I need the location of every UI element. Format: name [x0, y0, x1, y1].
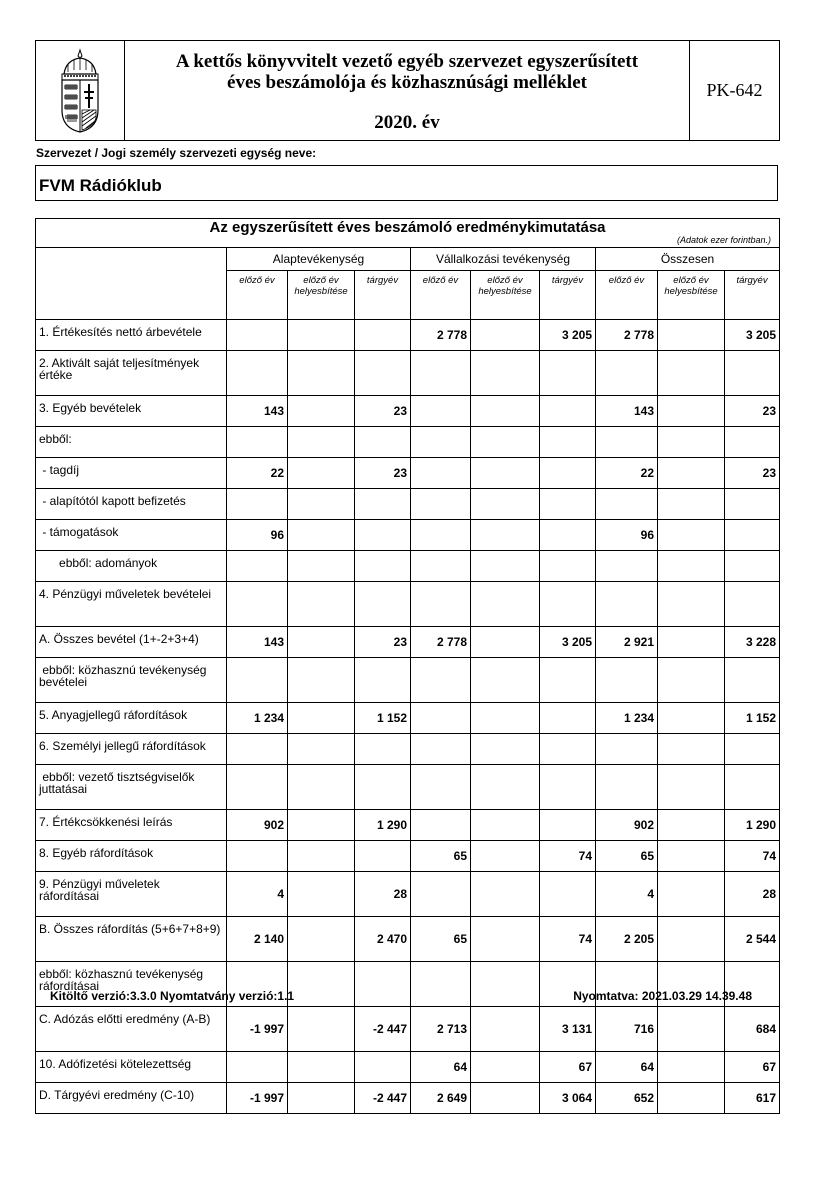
value-cell — [288, 627, 355, 658]
value-cell — [471, 351, 540, 396]
value-cell — [227, 765, 288, 810]
value-cell: 23 — [355, 627, 411, 658]
value-cell — [288, 841, 355, 872]
value-cell — [227, 658, 288, 703]
value-cell — [540, 872, 596, 917]
value-cell — [540, 765, 596, 810]
value-cell — [227, 1052, 288, 1083]
value-cell — [471, 917, 540, 962]
version-info: Kitöltő verzió:3.3.0 Nyomtatvány verzió:1.1 — [50, 989, 295, 1003]
value-cell — [355, 520, 411, 551]
value-cell: 64 — [596, 1052, 658, 1083]
value-cell — [355, 427, 411, 458]
value-cell — [227, 582, 288, 627]
row-label: 5. Anyagjellegű ráfordítások — [36, 703, 227, 734]
value-cell — [227, 320, 288, 351]
print-timestamp: Nyomtatva: 2021.03.29 14.39.48 — [573, 989, 752, 1003]
row-label: - alapítótól kapott befizetés — [36, 489, 227, 520]
value-cell: 22 — [227, 458, 288, 489]
row-label: D. Tárgyévi eredmény (C-10) — [36, 1083, 227, 1114]
table-row — [36, 427, 780, 458]
value-cell — [288, 520, 355, 551]
value-cell — [288, 427, 355, 458]
value-cell — [411, 582, 471, 627]
hungarian-coat-of-arms-icon — [54, 48, 106, 134]
value-cell: 684 — [725, 1007, 780, 1052]
value-cell — [540, 427, 596, 458]
subheader-current-year: tárgyév — [355, 271, 411, 320]
value-cell — [288, 458, 355, 489]
value-cell — [596, 489, 658, 520]
value-cell — [658, 320, 725, 351]
value-cell — [411, 810, 471, 841]
row-label: ebből: közhasznú tevékenység bevételei — [36, 658, 227, 703]
value-cell: 1 234 — [227, 703, 288, 734]
value-cell — [658, 1007, 725, 1052]
table-row — [36, 627, 780, 658]
row-label: - tagdíj — [36, 458, 227, 489]
form-header — [35, 40, 780, 141]
table-row — [36, 658, 780, 703]
value-cell — [658, 841, 725, 872]
value-cell — [288, 917, 355, 962]
value-cell — [471, 551, 540, 582]
value-cell — [288, 320, 355, 351]
value-cell — [355, 962, 411, 1007]
value-cell: 23 — [355, 396, 411, 427]
value-cell — [596, 582, 658, 627]
value-cell: 65 — [411, 917, 471, 962]
value-cell — [288, 1007, 355, 1052]
value-cell — [725, 734, 780, 765]
value-cell — [658, 489, 725, 520]
value-cell — [540, 551, 596, 582]
table-row — [36, 917, 780, 962]
value-cell — [471, 658, 540, 703]
value-cell — [658, 703, 725, 734]
value-cell — [227, 734, 288, 765]
value-cell: 3 205 — [540, 320, 596, 351]
value-cell — [471, 1083, 540, 1114]
subheader-prev-year-correction: előző év helyesbítése — [471, 271, 540, 320]
value-cell — [411, 396, 471, 427]
value-cell: -1 997 — [227, 1007, 288, 1052]
table-row — [36, 396, 780, 427]
row-label: 9. Pénzügyi műveletek ráfordításai — [36, 872, 227, 917]
table-row — [36, 489, 780, 520]
value-cell: 22 — [596, 458, 658, 489]
value-cell — [411, 520, 471, 551]
subheader-current-year: tárgyév — [725, 271, 780, 320]
value-cell — [411, 703, 471, 734]
group-header-total: Összesen — [596, 248, 780, 271]
value-cell: 74 — [540, 841, 596, 872]
value-cell: 2 470 — [355, 917, 411, 962]
row-label: 2. Aktivált saját teljesítmények értéke — [36, 351, 227, 396]
value-cell — [658, 1083, 725, 1114]
table-row — [36, 1007, 780, 1052]
value-cell — [725, 658, 780, 703]
value-cell: 2 205 — [596, 917, 658, 962]
value-cell — [471, 765, 540, 810]
value-cell — [596, 351, 658, 396]
value-cell: 23 — [725, 458, 780, 489]
value-cell — [658, 917, 725, 962]
row-label: 4. Pénzügyi műveletek bevételei — [36, 582, 227, 627]
value-cell — [596, 658, 658, 703]
subheader-prev-year-correction: előző év helyesbítése — [288, 271, 355, 320]
form-code: PK-642 — [706, 80, 763, 100]
logo-cell — [36, 41, 125, 140]
value-cell — [288, 489, 355, 520]
subheader-prev-year: előző év — [596, 271, 658, 320]
value-cell — [658, 872, 725, 917]
value-cell — [355, 1052, 411, 1083]
value-cell — [355, 489, 411, 520]
row-label: 3. Egyéb bevételek — [36, 396, 227, 427]
value-cell: 74 — [725, 841, 780, 872]
row-label: - támogatások — [36, 520, 227, 551]
value-cell — [596, 734, 658, 765]
value-cell: 23 — [725, 396, 780, 427]
value-cell — [725, 765, 780, 810]
value-cell — [658, 520, 725, 551]
group-header-basic: Alaptevékenység — [227, 248, 411, 271]
value-cell — [411, 489, 471, 520]
income-statement-table — [35, 218, 780, 1114]
value-cell — [540, 458, 596, 489]
value-cell — [355, 351, 411, 396]
value-cell: 143 — [227, 396, 288, 427]
value-cell — [471, 582, 540, 627]
value-cell — [725, 489, 780, 520]
value-cell — [288, 962, 355, 1007]
value-cell — [725, 427, 780, 458]
value-cell: 3 228 — [725, 627, 780, 658]
value-cell: 143 — [227, 627, 288, 658]
value-cell — [471, 458, 540, 489]
value-cell — [355, 841, 411, 872]
value-cell — [411, 962, 471, 1007]
value-cell — [288, 765, 355, 810]
value-cell — [411, 765, 471, 810]
value-cell — [411, 551, 471, 582]
table-title-text: Az egyszerűsített éves beszámoló eredménykimutatása — [209, 219, 606, 236]
value-cell — [725, 351, 780, 396]
value-cell — [411, 351, 471, 396]
value-cell: 3 205 — [540, 627, 596, 658]
value-cell: 2 140 — [227, 917, 288, 962]
row-label: ebből: közhasznú tevékenység ráfordításai — [36, 962, 227, 1007]
row-label: B. Összes ráfordítás (5+6+7+8+9) — [36, 917, 227, 962]
value-cell — [596, 427, 658, 458]
value-cell: 28 — [725, 872, 780, 917]
value-cell — [288, 703, 355, 734]
row-label: 6. Személyi jellegű ráfordítások — [36, 734, 227, 765]
value-cell: 1 234 — [596, 703, 658, 734]
value-cell: 4 — [596, 872, 658, 917]
table-row — [36, 810, 780, 841]
value-cell — [540, 396, 596, 427]
value-cell: 3 064 — [540, 1083, 596, 1114]
value-cell: 3 205 — [725, 320, 780, 351]
table-row — [36, 1083, 780, 1114]
row-label: ebből: adományok — [36, 551, 227, 582]
value-cell: 2 778 — [411, 320, 471, 351]
value-cell — [471, 734, 540, 765]
value-cell — [411, 872, 471, 917]
value-cell — [355, 734, 411, 765]
value-cell — [658, 351, 725, 396]
value-cell: 74 — [540, 917, 596, 962]
value-cell — [288, 551, 355, 582]
value-cell: 2 544 — [725, 917, 780, 962]
value-cell: -2 447 — [355, 1083, 411, 1114]
value-cell — [658, 734, 725, 765]
value-cell — [288, 351, 355, 396]
value-cell — [658, 427, 725, 458]
value-cell: -1 997 — [227, 1083, 288, 1114]
value-cell — [355, 658, 411, 703]
row-label: ebből: — [36, 427, 227, 458]
value-cell — [288, 582, 355, 627]
form-title — [125, 41, 690, 140]
value-cell — [471, 627, 540, 658]
title-line-1: A kettős könyvvitelt vezető egyéb szervezet egyszerűsített — [175, 51, 639, 72]
value-cell — [658, 658, 725, 703]
row-label: A. Összes bevétel (1+-2+3+4) — [36, 627, 227, 658]
value-cell — [288, 1083, 355, 1114]
value-cell — [227, 841, 288, 872]
value-cell — [471, 427, 540, 458]
row-label: ebből: vezető tisztségviselők juttatásai — [36, 765, 227, 810]
value-cell — [471, 489, 540, 520]
value-cell — [288, 810, 355, 841]
value-cell: 652 — [596, 1083, 658, 1114]
row-label: 7. Értékcsökkenési leírás — [36, 810, 227, 841]
title-line-2: éves beszámolója és közhasznúsági melléklet — [227, 72, 587, 93]
value-cell: 65 — [411, 841, 471, 872]
value-cell: 3 131 — [540, 1007, 596, 1052]
table-row — [36, 520, 780, 551]
value-cell — [355, 320, 411, 351]
table-row — [36, 765, 780, 810]
table-row — [36, 582, 780, 627]
value-cell — [540, 810, 596, 841]
table-row — [36, 320, 780, 351]
value-cell: 96 — [227, 520, 288, 551]
value-cell — [471, 872, 540, 917]
row-label: 8. Egyéb ráfordítások — [36, 841, 227, 872]
value-cell: 28 — [355, 872, 411, 917]
value-cell — [658, 551, 725, 582]
value-cell: 23 — [355, 458, 411, 489]
subheader-prev-year-correction: előző év helyesbítése — [658, 271, 725, 320]
value-cell: 1 152 — [355, 703, 411, 734]
value-cell — [471, 810, 540, 841]
value-cell — [411, 458, 471, 489]
table-row — [36, 703, 780, 734]
value-cell: 1 152 — [725, 703, 780, 734]
value-cell — [355, 582, 411, 627]
table-row — [36, 551, 780, 582]
value-cell — [288, 658, 355, 703]
value-cell — [540, 582, 596, 627]
value-cell — [288, 734, 355, 765]
value-cell — [658, 1052, 725, 1083]
value-cell: 65 — [596, 841, 658, 872]
value-cell: 96 — [596, 520, 658, 551]
value-cell: 2 778 — [411, 627, 471, 658]
value-cell — [540, 520, 596, 551]
value-cell — [658, 458, 725, 489]
table-row — [36, 872, 780, 917]
value-cell — [288, 1052, 355, 1083]
row-label: 1. Értékesítés nettó árbevétele — [36, 320, 227, 351]
table-title — [36, 219, 780, 248]
value-cell: 902 — [596, 810, 658, 841]
value-cell: 1 290 — [725, 810, 780, 841]
table-row — [36, 734, 780, 765]
value-cell — [540, 703, 596, 734]
value-cell — [471, 841, 540, 872]
value-cell: 902 — [227, 810, 288, 841]
unit-note: (Adatok ezer forintban.) — [676, 235, 772, 245]
value-cell — [355, 551, 411, 582]
value-cell: 143 — [596, 396, 658, 427]
value-cell — [471, 1007, 540, 1052]
value-cell — [540, 658, 596, 703]
value-cell — [471, 320, 540, 351]
value-cell — [227, 489, 288, 520]
value-cell: 4 — [227, 872, 288, 917]
value-cell: 2 649 — [411, 1083, 471, 1114]
subheader-prev-year: előző év — [227, 271, 288, 320]
value-cell — [540, 734, 596, 765]
value-cell — [658, 582, 725, 627]
organization-name: FVM Rádióklub — [35, 165, 778, 201]
value-cell — [471, 703, 540, 734]
table-row — [36, 841, 780, 872]
value-cell: 1 290 — [355, 810, 411, 841]
value-cell — [658, 810, 725, 841]
header-blank-cell — [36, 248, 227, 320]
value-cell — [540, 351, 596, 396]
group-header-business: Vállalkozási tevékenység — [411, 248, 596, 271]
table-row — [36, 351, 780, 396]
table-row — [36, 1052, 780, 1083]
value-cell — [227, 551, 288, 582]
value-cell — [227, 351, 288, 396]
value-cell: 64 — [411, 1052, 471, 1083]
value-cell — [471, 962, 540, 1007]
subheader-current-year: tárgyév — [540, 271, 596, 320]
value-cell — [288, 872, 355, 917]
value-cell: -2 447 — [355, 1007, 411, 1052]
value-cell — [355, 765, 411, 810]
value-cell — [725, 582, 780, 627]
organization-label: Szervezet / Jogi személy szervezeti egység neve: — [36, 146, 317, 160]
value-cell — [411, 658, 471, 703]
value-cell — [471, 520, 540, 551]
value-cell — [288, 396, 355, 427]
value-cell — [471, 396, 540, 427]
value-cell — [411, 427, 471, 458]
value-cell — [596, 765, 658, 810]
value-cell — [540, 489, 596, 520]
value-cell — [725, 551, 780, 582]
value-cell — [658, 765, 725, 810]
value-cell: 617 — [725, 1083, 780, 1114]
value-cell — [596, 551, 658, 582]
value-cell: 2 778 — [596, 320, 658, 351]
subheader-prev-year: előző év — [411, 271, 471, 320]
table-row — [36, 458, 780, 489]
value-cell: 716 — [596, 1007, 658, 1052]
row-label: C. Adózás előtti eredmény (A-B) — [36, 1007, 227, 1052]
row-label: 10. Adófizetési kötelezettség — [36, 1052, 227, 1083]
value-cell — [471, 1052, 540, 1083]
value-cell — [227, 427, 288, 458]
value-cell — [725, 520, 780, 551]
value-cell — [658, 396, 725, 427]
value-cell: 2 921 — [596, 627, 658, 658]
form-year: 2020. év — [374, 112, 440, 133]
value-cell: 67 — [725, 1052, 780, 1083]
value-cell: 2 713 — [411, 1007, 471, 1052]
value-cell: 67 — [540, 1052, 596, 1083]
value-cell — [411, 734, 471, 765]
value-cell — [658, 627, 725, 658]
